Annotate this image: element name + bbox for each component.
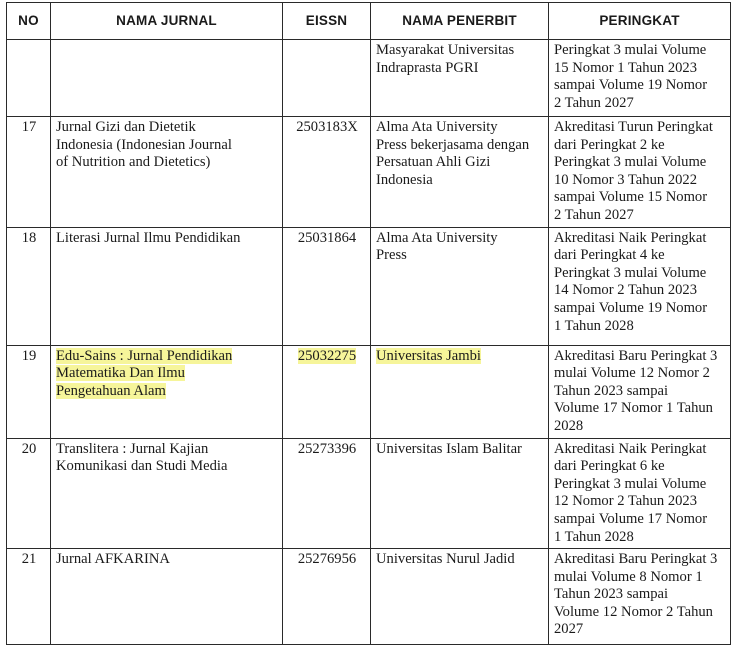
cell-nama-penerbit-line: Indraprasta PGRI [376, 59, 479, 76]
highlight-mark: 25032275 [297, 347, 357, 364]
cell-peringkat [549, 549, 731, 645]
cell-peringkat-line: dari Peringkat 4 ke [554, 247, 665, 264]
cell-nama-jurnal-line: Jurnal AFKARINA [56, 551, 170, 568]
table-row [7, 345, 731, 438]
cell-eissn [283, 549, 371, 645]
cell-nama-jurnal [51, 549, 283, 645]
cell-eissn [283, 438, 371, 549]
header-nama-jurnal: NAMA JURNAL [51, 3, 283, 40]
header-no: NO [7, 3, 51, 40]
cell-eissn-line: 25031864 [297, 229, 357, 246]
cell-peringkat-line: 2 Tahun 2027 [554, 94, 634, 111]
journal-accreditation-table [6, 2, 731, 645]
cell-peringkat-line: mulai Volume 12 Nomor 2 [554, 365, 710, 382]
cell-nama-penerbit-line [376, 348, 544, 366]
cell-peringkat-line: sampai Volume 17 Nomor [554, 510, 708, 527]
cell-eissn [283, 345, 371, 438]
cell-nama-penerbit-line: Press [376, 247, 407, 264]
cell-eissn [283, 227, 371, 345]
cell-peringkat-line: sampai Volume 15 Nomor [554, 189, 708, 206]
cell-nama-jurnal-line [56, 365, 278, 383]
cell-eissn [283, 40, 371, 117]
table-row [7, 227, 731, 345]
cell-peringkat-line: dari Peringkat 2 ke [554, 136, 665, 153]
cell-eissn-line [288, 348, 366, 366]
cell-nama-jurnal [51, 438, 283, 549]
cell-nama-penerbit-line: Press bekerjasama dengan [376, 136, 530, 153]
cell-nama-penerbit [371, 40, 549, 117]
cell-nama-jurnal-line [56, 383, 278, 401]
cell-nama-jurnal-line: Literasi Jurnal Ilmu Pendidikan [56, 229, 241, 246]
highlight-mark: Pengetahuan Alam [56, 382, 166, 399]
cell-no [7, 549, 51, 645]
cell-nama-jurnal-line: Translitera : Jurnal Kajian [56, 440, 209, 457]
cell-peringkat-line: Peringkat 3 mulai Volume [554, 42, 707, 58]
table-header-row [7, 3, 731, 40]
cell-peringkat-line: Volume 17 Nomor 1 Tahun [554, 400, 713, 417]
cell-peringkat-line: mulai Volume 8 Nomor 1 [554, 568, 703, 585]
cell-nama-penerbit-line: Universitas Nurul Jadid [376, 551, 515, 568]
cell-nama-penerbit [371, 438, 549, 549]
cell-nama-penerbit-line: Persatuan Ahli Gizi [376, 154, 491, 171]
cell-peringkat-line: 2 Tahun 2027 [554, 206, 634, 223]
cell-no-line: 19 [21, 347, 37, 364]
cell-peringkat-line: sampai Volume 19 Nomor [554, 77, 708, 94]
table-row [7, 40, 731, 117]
cell-eissn-line: 2503183X [296, 119, 358, 135]
cell-nama-penerbit-line: Indonesia [376, 171, 433, 188]
cell-no [7, 438, 51, 549]
cell-peringkat-line: 15 Nomor 1 Tahun 2023 [554, 59, 698, 76]
cell-nama-penerbit-line: Alma Ata University [376, 119, 498, 135]
highlight-mark: Edu-Sains : Jurnal Pendidikan [56, 347, 233, 364]
cell-peringkat-line: 2028 [554, 417, 584, 434]
cell-no [7, 227, 51, 345]
cell-peringkat-line: Volume 12 Nomor 2 Tahun [554, 603, 713, 620]
header-peringkat: PERINGKAT [549, 3, 731, 40]
cell-peringkat-line: Tahun 2023 sampai [554, 586, 669, 603]
table-row [7, 549, 731, 645]
cell-peringkat-line: Peringkat 3 mulai Volume [554, 154, 707, 171]
cell-peringkat-line: dari Peringkat 6 ke [554, 458, 665, 475]
cell-peringkat-line: Akreditasi Turun Peringkat [554, 119, 713, 135]
cell-no-line: 20 [21, 440, 37, 457]
cell-peringkat-line: Tahun 2023 sampai [554, 382, 669, 399]
table-row [7, 438, 731, 549]
cell-no-line: 17 [21, 119, 37, 135]
cell-nama-jurnal-line: Jurnal Gizi dan Dietetik [56, 119, 196, 135]
cell-no [7, 117, 51, 228]
cell-nama-jurnal [51, 117, 283, 228]
cell-peringkat-line: Peringkat 3 mulai Volume [554, 475, 707, 492]
cell-nama-penerbit [371, 549, 549, 645]
cell-peringkat-line: Akreditasi Naik Peringkat [554, 229, 707, 246]
cell-nama-jurnal-line [56, 348, 278, 366]
cell-peringkat [549, 40, 731, 117]
cell-nama-jurnal [51, 227, 283, 345]
cell-peringkat-line: Akreditasi Baru Peringkat 3 [554, 347, 718, 364]
cell-eissn-line: 25273396 [297, 440, 357, 457]
cell-peringkat [549, 438, 731, 549]
cell-nama-penerbit-line: Alma Ata University [376, 229, 498, 246]
cell-peringkat-line: 10 Nomor 3 Tahun 2022 [554, 171, 698, 188]
cell-peringkat-line: Akreditasi Naik Peringkat [554, 440, 707, 457]
highlight-mark: Matematika Dan Ilmu [56, 365, 185, 382]
cell-no-line: 21 [21, 551, 37, 568]
cell-nama-jurnal-line: of Nutrition and Dietetics) [56, 154, 211, 171]
cell-peringkat [549, 117, 731, 228]
cell-nama-penerbit [371, 345, 549, 438]
cell-peringkat-line: 14 Nomor 2 Tahun 2023 [554, 282, 698, 299]
cell-peringkat-line: Akreditasi Baru Peringkat 3 [554, 551, 718, 568]
header-nama-penerbit: NAMA PENERBIT [371, 3, 549, 40]
cell-peringkat-line: Peringkat 3 mulai Volume [554, 264, 707, 281]
cell-peringkat-line: sampai Volume 19 Nomor [554, 299, 708, 316]
cell-peringkat-line: 2027 [554, 621, 584, 638]
cell-nama-penerbit [371, 227, 549, 345]
cell-peringkat [549, 227, 731, 345]
cell-peringkat-line: 1 Tahun 2028 [554, 528, 634, 545]
cell-nama-jurnal [51, 345, 283, 438]
cell-no [7, 345, 51, 438]
cell-peringkat [549, 345, 731, 438]
table-row [7, 117, 731, 228]
cell-eissn-line: 25276956 [297, 551, 357, 568]
cell-no-line: 18 [21, 229, 37, 246]
cell-nama-penerbit-line: Universitas Islam Balitar [376, 440, 522, 457]
cell-peringkat-line: 12 Nomor 2 Tahun 2023 [554, 493, 698, 510]
highlight-mark: Universitas Jambi [376, 347, 481, 364]
cell-nama-penerbit-line: Masyarakat Universitas [376, 42, 515, 58]
header-eissn: EISSN [283, 3, 371, 40]
cell-nama-penerbit [371, 117, 549, 228]
cell-nama-jurnal-line: Komunikasi dan Studi Media [56, 458, 228, 475]
cell-peringkat-line: 1 Tahun 2028 [554, 317, 634, 334]
cell-no [7, 40, 51, 117]
cell-eissn [283, 117, 371, 228]
table-body [7, 40, 731, 645]
cell-nama-jurnal-line: Indonesia (Indonesian Journal [56, 136, 232, 153]
cell-nama-jurnal [51, 40, 283, 117]
